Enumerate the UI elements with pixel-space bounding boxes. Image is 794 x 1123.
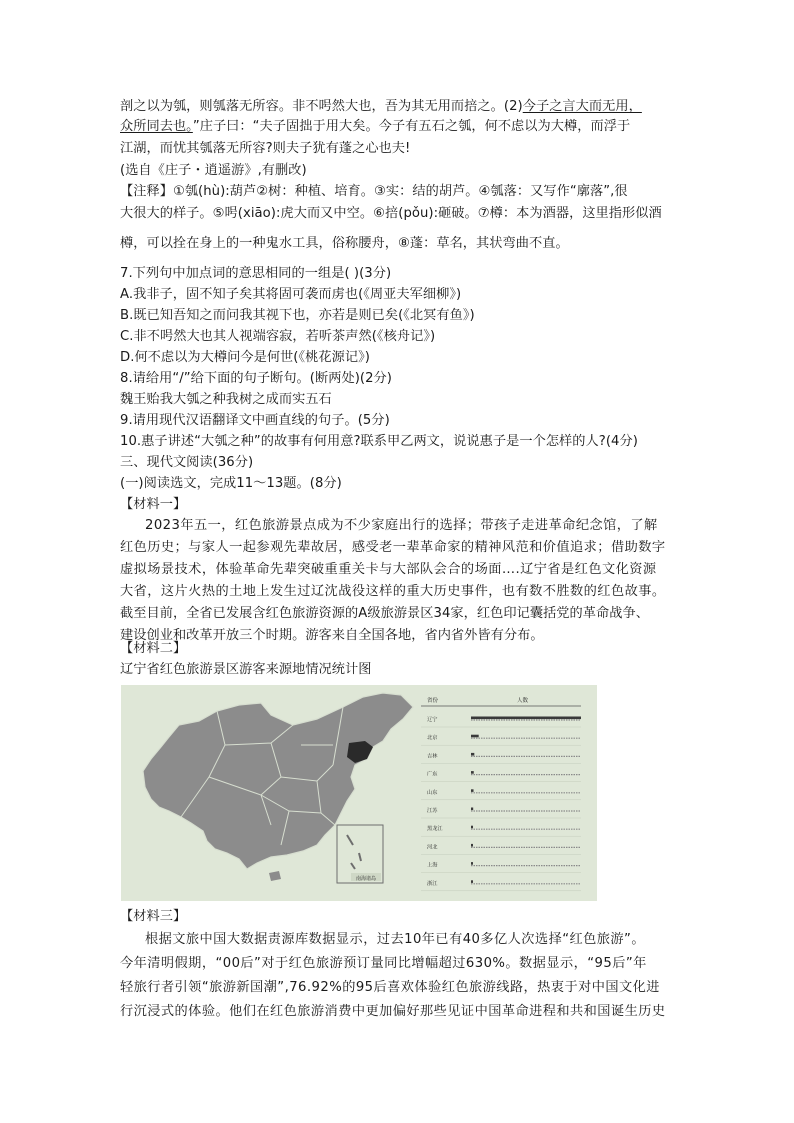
table-header-province: 省份 <box>427 698 439 704</box>
question-7-option-a: A.我非子，固不知子矣其将固可袭而虏也(《周亚夫军细柳》) <box>120 287 462 302</box>
row-bar <box>471 808 473 811</box>
notes-line-3: 樽，可以拴在身上的一种鬼水工具，俗称腰舟，⑧蓬：草名，其状弯曲不直。 <box>120 236 569 251</box>
row-label: 吉林 <box>427 753 438 760</box>
row-label: 山东 <box>427 789 438 796</box>
material-2-caption: 辽宁省红色旅游景区游客来源地情况统计图 <box>120 662 372 677</box>
row-bar <box>471 880 473 883</box>
china-map <box>143 693 413 883</box>
row-label: 浙江 <box>427 880 438 887</box>
question-8: 8.请给用“/”给下面的句子断句。(断两处)(2分) <box>120 371 392 386</box>
underlined-sentence: 今子之言大而无用， <box>522 99 642 114</box>
material-3-line-3: 轻旅行者引领“旅游新国潮”,76.92%的95后喜欢体验红色旅游线路，热衷于对中国文化进 <box>120 980 660 995</box>
row-bar <box>471 844 473 847</box>
row-label: 北京 <box>427 735 438 742</box>
question-7: 7.下列句中加点词的意思相同的一组是( )(3分) <box>120 266 392 281</box>
question-7-option-c: C.非不呺然大也其人视端容寂，若听茶声然(《核舟记》) <box>120 329 436 344</box>
row-label: 江苏 <box>427 808 438 814</box>
material-1-line-5: 截至目前，全省已发展含红色旅游资源的A级旅游景区34家，红色印记囊括党的革命战争、 <box>120 606 649 621</box>
material-1-line-1: 2023年五一，红色旅游景点成为不少家庭出行的选择；带孩子走进革命纪念馆，了解 <box>145 518 658 533</box>
material-3-line-1: 根据文旅中国大数据责源库数据显示，过去10年已有40多亿人次选择“红色旅游”。 <box>145 932 645 947</box>
row-label: 河北 <box>427 844 438 851</box>
row-bar <box>471 735 479 738</box>
row-bar <box>471 771 474 774</box>
question-9: 9.请用现代汉语翻译文中画直线的句子。(5分) <box>120 413 390 428</box>
question-7-option-d: D.何不虑以为大樽问今是何世(《桃花源记》) <box>120 350 370 365</box>
material-1-line-3: 虚拟场景技术，体验革命先辈突破重重关卡与大部队会合的场面….辽宁省是红色文化资源 <box>120 562 657 577</box>
visitor-source-svg <box>121 685 597 901</box>
material-3-line-2: 今年清明假期，“00后”对于红色旅游预订量同比增幅超过630%。数据显示，“95后”年 <box>120 956 647 971</box>
row-bar <box>471 789 474 792</box>
inset-label: 南海诸岛 <box>355 876 377 882</box>
row-bar <box>471 717 581 720</box>
row-bar <box>471 753 474 756</box>
passage-source: (选自《庄子・逍遥游》,有删改) <box>120 163 307 178</box>
question-7-option-b: B.既已知吾知之而问我其视下也，亦若是则已矣(《北冥有鱼》) <box>120 308 475 323</box>
passage-line-3: 江湖，而忧其瓠落无所容?则夫子犹有蓬之心也夫! <box>120 141 411 156</box>
map-liaoning-highlight <box>347 741 373 763</box>
chart-rows <box>421 715 581 891</box>
notes-line-1: 【注释】①瓠(hù):葫芦②树：种植、培育。③实：结的胡芦。④瓠落：又写作“廓落”,很 <box>120 184 628 199</box>
row-bar <box>471 826 473 829</box>
material-3-line-4: 行沉浸式的体验。他们在红色旅游消费中更加偏好那些见证中国革命进程和共和国诞生历史 <box>120 1004 666 1019</box>
notes-line-2: 大很大的样子。⑤呺(xiāo):虎大而又中空。⑥掊(pǒu):砸破。⑦樽：本为酒器，这里指形似酒 <box>120 206 662 221</box>
row-bar <box>471 862 473 865</box>
passage-line-1: 剖之以为瓠，则瓠落无所容。非不呺然大也，吾为其无用而掊之。(2)今子之言大而无用， <box>120 99 642 114</box>
row-label: 辽宁 <box>427 717 438 723</box>
material-1-line-6: 建设创业和改革开放三个时期。游客来自全国各地，省内省外皆有分布。 <box>120 628 544 643</box>
question-10: 10.惠子讲述“大瓠之种”的故事有何用意?联系甲乙两文，说说惠子是一个怎样的人?(4分) <box>120 434 638 449</box>
visitor-source-figure <box>121 685 597 901</box>
material-1-line-2: 红色历史；与家人一起参观先辈故居，感受老一辈革命家的精神风范和价值追求；借助数字 <box>120 540 666 555</box>
material-2-title: 【材料二】 <box>120 641 187 656</box>
passage-line-2: 众所同去也。”庄子曰：“夫子固拙于用大矣。今子有五石之瓠，何不虑以为大樽，而浮于 <box>120 119 631 134</box>
table-header-count: 人数 <box>517 698 529 704</box>
row-label: 上海 <box>427 862 438 869</box>
underlined-sentence-end: 众所同去也。 <box>120 119 193 134</box>
material-1-line-4: 大省，这片火热的土地上发生过辽沈战役这样的重大历史事件，也有数不胜数的红色故事。 <box>120 584 666 599</box>
section-3-title: 三、现代文阅读(36分) <box>120 455 254 470</box>
material-3-title: 【材料三】 <box>120 909 187 924</box>
material-1-title: 【材料一】 <box>120 497 187 512</box>
row-label: 黑龙江 <box>427 826 443 833</box>
section-3-subtitle: (一)阅读选文，完成11～13题。(8分) <box>120 476 342 491</box>
row-label: 广东 <box>427 771 438 778</box>
map-hainan <box>269 871 281 881</box>
question-8-sentence: 魏王贻我大瓠之种我树之成而实五石 <box>120 392 332 407</box>
